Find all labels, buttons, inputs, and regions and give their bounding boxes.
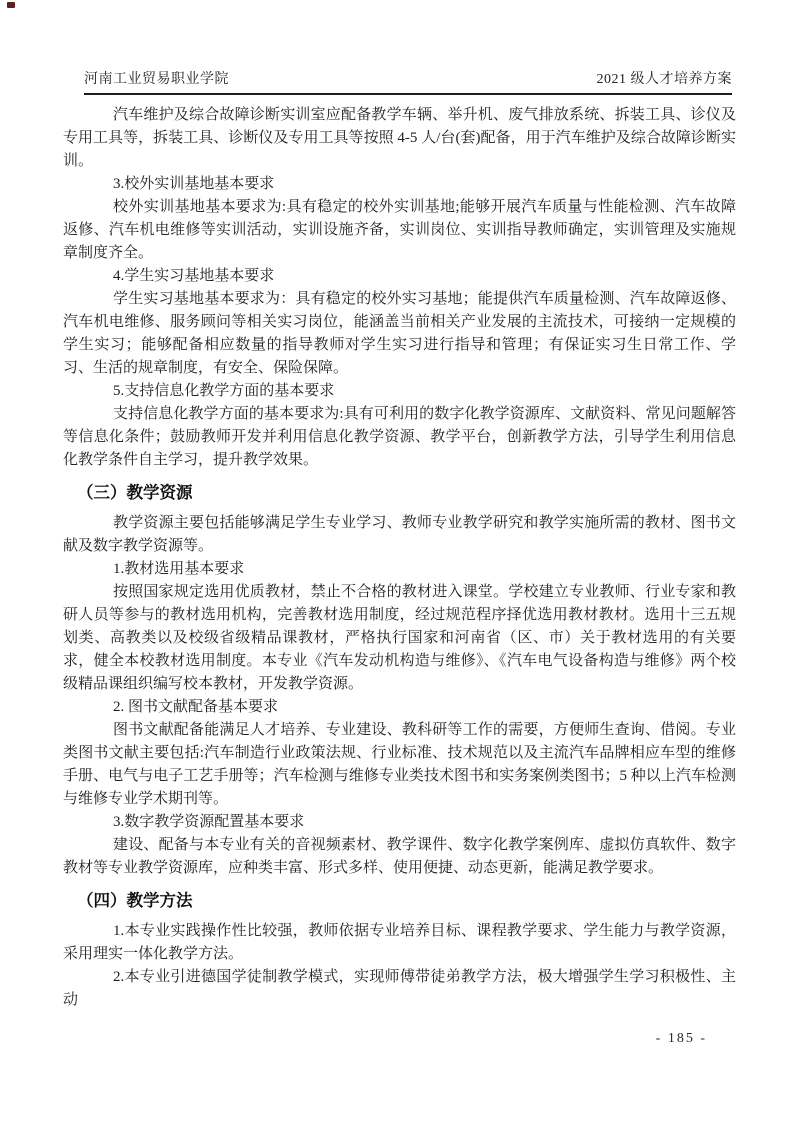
page-header [84,68,732,95]
para-textbook-selection: 按照国家规定选用优质教材，禁止不合格的教材进入课堂。学校建立专业教师、行业专家和教研人员等参与的教材选用机构，完善教材选用制度，经过规范程序择优选用教材教材。选用十三五规划类、高教类以及校级省级精品课教材，严格执行国家和河南省（区、市）关于教材选用的有关要求，健全本校教材选用制度。本专业《汽车发动机构造与维修》、《汽车电气设备构造与维修》两个校级精品课组织编写校本教材，开发教学资源。 [63,584,736,692]
header-doc-title: 2021 级人才培养方案 [596,72,732,87]
para-student-internship-base: 学生实习基地基本要求为：具有稳定的校外实习基地；能提供汽车质量检测、汽车故障返修、汽车机电维修、服务顾问等相关实习岗位，能涵盖当前相关产业发展的主流技术，可接纳一定规模的学生实习；能够配备相应数量的指导教师对学生实习进行指导和管理；有保证实习生日常工作、学习、生活的规章制度，有安全、保险保障。 [63,291,736,376]
para-teaching-method-2: 2.本专业引进德国学徒制教学模式，实现师傅带徒弟教学方法，极大增强学生学习积极性、主动 [63,969,736,1008]
para-informatization-teaching: 支持信息化教学方面的基本要求为:具有可利用的数字化教学资源库、文献资料、常见问题解答等信息化条件；鼓励教师开发并利用信息化教学资源、教学平台，创新教学方法，引导学生利用信息化教学条件自主学习，提升教学效果。 [63,406,736,468]
para-teaching-method-1: 1.本专业实践操作性比较强，教师依据专业培养目标、课程教学要求、学生能力与教学资源，采用理实一体化教学方法。 [63,923,736,962]
para-offcampus-training-base: 校外实训基地基本要求为:具有稳定的校外实训基地;能够开展汽车质量与性能检测、汽车故障返修、汽车机电维修等实训活动，实训设施齐备，实训岗位、实训指导教师确定，实训管理及实施规章制度齐全。 [63,199,736,261]
section-heading-teaching-methods: （四）教学方法 [77,891,193,910]
document-body [63,104,736,1012]
subheading-offcampus-training-base: 3.校外实训基地基本要求 [113,176,275,192]
subheading-library-literature: 2. 图书文献配备基本要求 [113,699,279,715]
para-digital-teaching-resources: 建设、配备与本专业有关的音视频素材、教学课件、数字化教学案例库、虚拟仿真软件、数字教材等专业教学资源库，应种类丰富、形式多样、使用便捷、动态更新，能满足教学要求。 [63,837,736,876]
subheading-student-internship-base: 4.学生实习基地基本要求 [113,268,275,284]
page-footer [656,1031,707,1047]
header-school-name: 河南工业贸易职业学院 [84,72,229,87]
page-number: - 185 - [655,1031,707,1046]
para-teaching-resources-overview: 教学资源主要包括能够满足学生专业学习、教师专业教学研究和教学实施所需的教材、图书文献及数字教学资源等。 [63,515,736,554]
subheading-digital-teaching-resources: 3.数字教学资源配置基本要求 [113,814,305,830]
section-heading-teaching-resources: （三）教学资源 [77,483,193,502]
para-training-room-equipment: 汽车维护及综合故障诊断实训室应配备教学车辆、举升机、废气排放系统、拆装工具、诊仪及专用工具等，拆装工具、诊断仪及专用工具等按照 4-5 人/台(套)配备，用于汽车维护及综合故障诊断实训。 [63,107,736,169]
subheading-textbook-selection: 1.教材选用基本要求 [113,561,245,577]
subheading-informatization-teaching: 5.支持信息化教学方面的基本要求 [113,383,335,399]
para-library-literature: 图书文献配备能满足人才培养、专业建设、教科研等工作的需要，方便师生查询、借阅。专业类图书文献主要包括:汽车制造行业政策法规、行业标准、技术规范以及主流汽车品牌相应车型的维修手册、电气与电子工艺手册等；汽车检测与维修专业类技术图书和实务案例类图书；5 种以上汽车检测与维修专业学术期刊等。 [63,722,736,807]
scan-artifact-mark [7,2,15,8]
